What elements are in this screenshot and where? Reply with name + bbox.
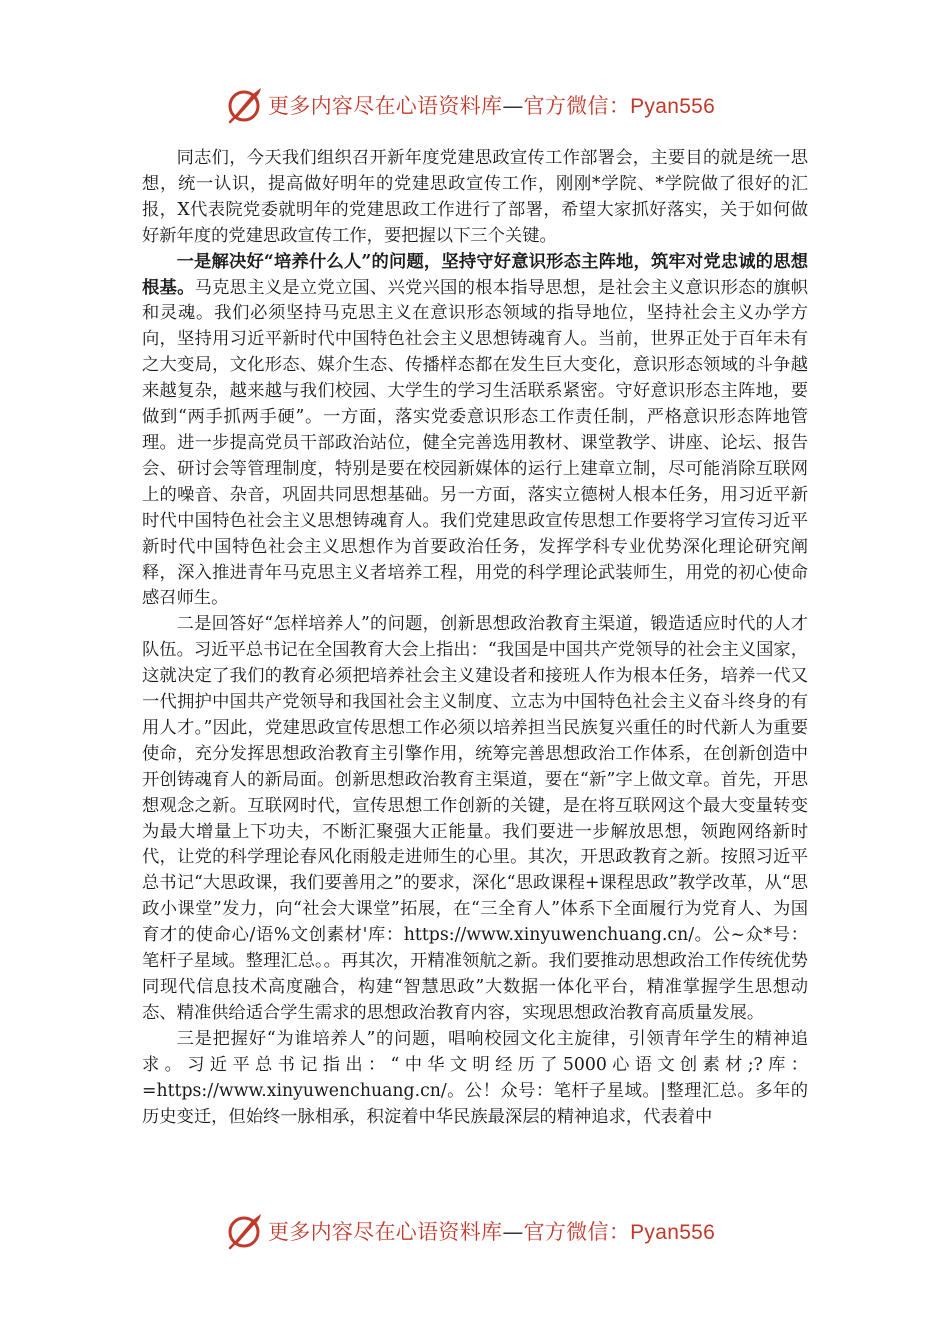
document-body xyxy=(142,146,808,1130)
paragraph-lead-bold: 一是解决好“培养什么人”的问题，坚持守好意识形态主阵地，筑牢对党忠诚的思想根基。 xyxy=(142,251,808,298)
paragraph-text: 马克思主义是立党立国、兴党兴国的根本指导思想，是社会主义意识形态的旗帜和灵魂。我们必须坚持马克思主义在意识形态领域的指导地位，坚持社会主义办学方向，坚持用习近平新时代中国特色社会主义思想铸魂育人。当前，世界正处于百年未有之大变局，文化形态、媒介生态、传播样态都在发生巨大变化，意识形态领域的斗争越来越复杂，越来越与我们校园、大学生的学习生活联系紧密。守好意识形态主阵地，要做到“两手抓两手硬”。一方面，落实党委意识形态工作责任制，严格意识形态阵地管理。进一步提高党员干部政治站位，健全完善选用教材、课堂教学、讲座、论坛、报告会、研讨会等管理制度，特别是要在校园新媒体的运行上建章立制，尽可能消除互联网上的噪音、杂音，巩固共同思想基础。另一方面，落实立德树人根本任务，用习近平新时代中国特色社会主义思想铸魂育人。我们党建思政宣传思想工作要将学习宣传习近平新时代中国特色社会主义思想作为首要政治任务，发挥学科专业优势深化理论研究阐释，深入推进青年马克思主义者培养工程，用党的科学理论武装师生，用党的初心使命感召师生。 xyxy=(142,277,808,609)
footer-banner xyxy=(224,1210,744,1252)
banner-wechat-label: 官方微信： xyxy=(523,1220,631,1244)
paragraph-intro xyxy=(142,146,808,250)
banner-text xyxy=(268,1216,715,1246)
banner-separator: — xyxy=(502,1220,524,1244)
quill-logo-icon xyxy=(224,1211,264,1251)
quill-logo-icon xyxy=(224,85,264,125)
header-banner xyxy=(224,84,744,126)
banner-handle: Pyan556 xyxy=(630,1221,716,1244)
banner-separator: — xyxy=(502,94,524,118)
paragraph-text: 二是回答好“怎样培养人”的问题，创新思想政治教育主渠道，锻造适应时代的人才队伍。习近平总书记在全国教育大会上指出：“我国是中国共产党领导的社会主义国家，这就决定了我们的教育必须把培养社会主义建设者和接班人作为根本任务，培养一代又一代拥护中国共产党领导和我国社会主义制度、立志为中国特色社会主义奋斗终身的有用人才。”因此，党建思政宣传思想工作必须以培养担当民族复兴重任的时代新人为重要使命，充分发挥思想政治教育主引擎作用，统筹完善思想政治工作体系，在创新创造中开创铸魂育人的新局面。创新思想政治教育主渠道，要在“新”字上做文章。首先，开思想观念之新。互联网时代，宣传思想工作创新的关键，是在将互联网这个最大变量转变为最大增量上下功夫，不断汇聚强大正能量。我们要进一步解放思想，领跑网络新时代，让党的科学理论春风化雨般走进师生的心里。其次，开思政教育之新。按照习近平总书记“大思政课，我们要善用之”的要求，深化“思政课程+课程思政”教学改革，从“思政小课堂”发力，向“社会大课堂”拓展，在“三全育人”体系下全面履行为党育人、为国育才的使命心/语%文创素材'库：https://www.xinyuwenchuang.cn/。公~众*号：笔杆子星域。整理汇总。。再其次，开精准领航之新。我们要推动思想政治工作传统优势同现代信息技术高度融合，构建“智慧思政”大数据一体化平台，精准掌握学生思想动态、精准供给适合学生需求的思想政治教育内容，实现思想政治教育高质量发展。 xyxy=(142,614,808,1023)
banner-handle: Pyan556 xyxy=(630,95,716,118)
banner-main: 更多内容尽在心语资料库 xyxy=(268,1220,503,1244)
banner-text xyxy=(268,90,715,120)
paragraph-point-two xyxy=(142,612,808,1027)
paragraph-point-three xyxy=(142,1027,808,1131)
banner-main: 更多内容尽在心语资料库 xyxy=(268,94,503,118)
banner-wechat-label: 官方微信： xyxy=(523,94,631,118)
paragraph-text: 同志们，今天我们组织召开新年度党建思政宣传工作部署会，主要目的就是统一思想，统一认识，提高做好明年的党建思政宣传工作，刚刚*学院、*学院做了很好的汇报，X代表院党委就明年的党建思政工作进行了部署，希望大家抓好落实，关于如何做好新年度的党建思政宣传工作，要把握以下三个关键。 xyxy=(142,148,808,246)
paragraph-point-one xyxy=(142,250,808,613)
paragraph-text: 三是把握好“为谁培养人”的问题，唱响校园文化主旋律，引领青年学生的精神追求。习近平总书记指出：“中华文明经历了5000心语文创素材;?库：=https://www.xinyuwenchuang.cn/。公！众号：笔杆子星域。|整理汇总。多年的历史变迁，但始终一脉相承，积淀着中华民族最深层的精神追求，代表着中 xyxy=(142,1028,808,1127)
